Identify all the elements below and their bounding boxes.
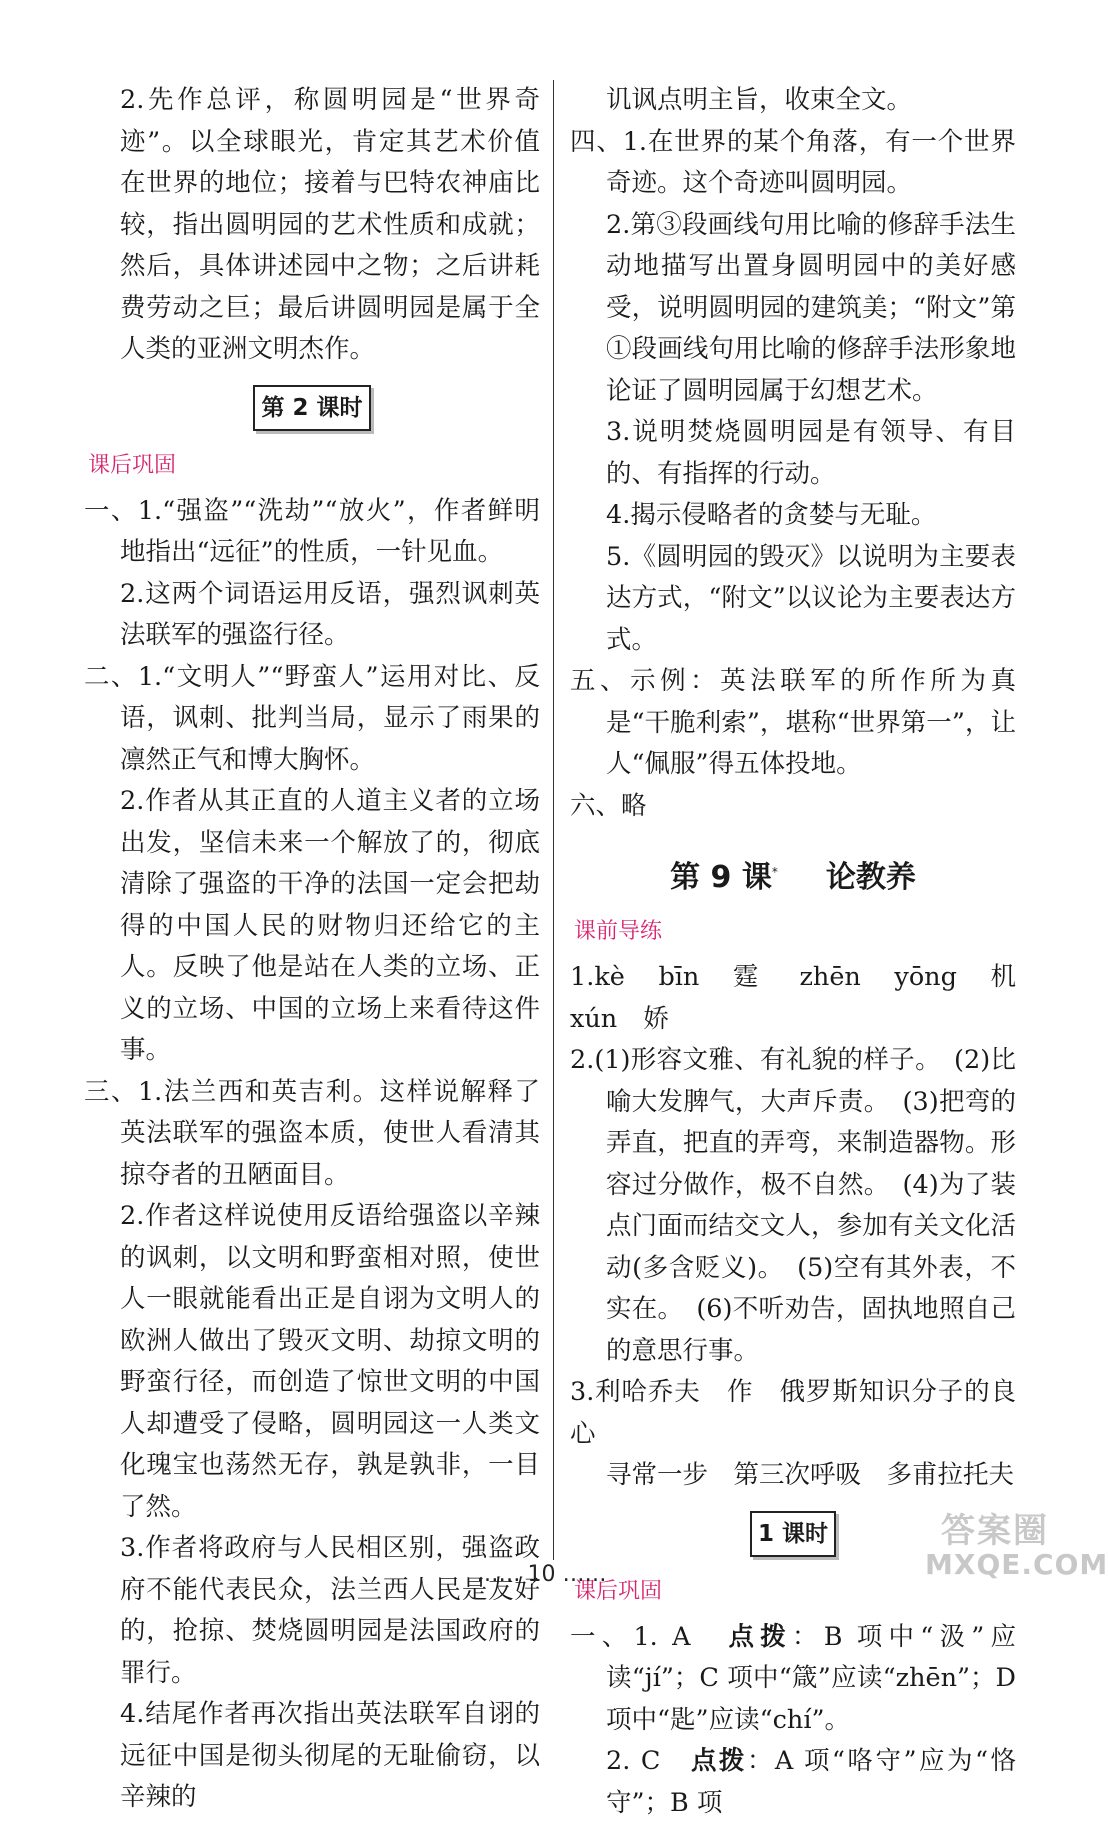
answer-item: 5.《圆明园的毁灭》以说明为主要表达方式，“附文”以议论为主要表达方式。 [606,541,1016,655]
watermark-line1: 答案圈 [941,1511,1049,1551]
author-answers-line1: 3.利哈乔夫 作 俄罗斯知识分子的良心 [570,1377,1016,1449]
hint-label: 点拨 [690,1746,747,1776]
answer-item: 二、1.“文明人”“野蛮人”运用对比、反语，讽刺、批判当局，显示了雨果的凛然正气和博大胸怀。 [84,661,540,775]
lesson-title [570,849,1016,901]
column-divider [553,80,554,1560]
answer-item: 四、1.在世界的某个角落，有一个世界奇迹。这个奇迹叫圆明园。 [570,126,1016,198]
left-column [84,80,540,1819]
answer-a1 [570,1617,1016,1742]
session-heading [84,385,540,431]
answer-item: 一、1.“强盗”“洗劫”“放火”，作者鲜明地指出“远征”的性质，一针见血。 [84,495,540,567]
right-answer-list [570,80,1016,827]
answer-item: 五、示例：英法联军的所作所为真是“干脆利索”，堪称“世界第一”，让人“佩服”得五体投地。 [570,666,1016,779]
answer-a2-text: ：A 项“咯守”应为“恪守”；B 项 [606,1746,1016,1818]
author-answers-line2: 寻常一步 第三次呼吸 多甫拉托夫 [606,1460,1015,1490]
answer-item: 4.结尾作者再次指出英法联军自诩的远征中国是彻头彻尾的无耻偷窃，以辛辣的 [120,1699,540,1812]
answer-item: 3.作者将政府与人民相区别，强盗政府不能代表民众，法兰西人民是友好的，抢掠、焚烧圆明园是法国政府的罪行。 [120,1533,540,1688]
lesson-name: 论教养 [825,860,916,895]
pinyin-line: 1.kè bīn 霆 zhēn yōng 机 xún 娇 [570,962,1016,1034]
section-label-consolidation-right: 课后巩固 [574,1578,663,1604]
answer-a1-text: ：B 项中“汲”应读“jí”；C 项中“箴”应读“zhēn”；D 项中“匙”应读“chí”。 [606,1621,1016,1735]
answer-item: 六、略 [570,790,647,821]
answer-item: 2.这两个词语运用反语，强烈讽刺英法联军的强盗行径。 [120,578,540,650]
answer-a1-prefix: 一、1. A [570,1621,729,1652]
answer-a2 [570,1741,1016,1824]
definition-answers: 2.(1)形容文雅、有礼貌的样子。 (2)比喻大发脾气，大声斥责。 (3)把弯的弄直，把直的弄弯，来制造器物。形容过分做作，极不自然。 (4)为了装点门面而结交文人，参加有关文化活动(多含贬义)。 (5)空有其外表，不实在。 (6)不听劝告，固执地照自己的意思行事。 [570,1045,1016,1366]
answer-item: 讥讽点明主旨，收束全文。 [606,85,913,115]
section-label-preview: 课前导练 [574,919,663,944]
watermark-line2: MXQE.COM [925,1548,1108,1581]
answer-item: 三、1.法兰西和英吉利。这样说解释了英法联军的强盗本质，使世人看清其掠夺者的丑陋面目。 [84,1076,540,1190]
answer-item: 4.揭示侵略者的贪婪与无耻。 [606,500,937,530]
left-answer-list [84,491,540,1819]
watermark-logo [925,1511,1108,1592]
answer-item: 2.第③段画线句用比喻的修辞手法生动地描写出置身圆明园中的美好感受，说明圆明园的建筑美；“附文”第①段画线句用比喻的修辞手法形象地论证了圆明园属于幻想艺术。 [606,209,1016,406]
lesson-star: * [771,865,778,879]
session-box-right: 1 课时 [750,1511,836,1557]
answer-item: 2.作者从其正直的人道主义者的立场出发，坚信未来一个解放了的，彻底清除了强盗的干净的法国一定会把劫得的中国人民的财物归还给它的主人。反映了他是站在人类的立场、正义的立场、中国的立场上来看待这件事。 [120,786,540,1065]
hint-label: 点拨 [728,1621,792,1652]
page-number: …… 10 …… [476,1562,607,1587]
lesson-number: 第 9 课 [670,860,772,895]
session-box: 第 2 课时 [253,385,370,431]
answer-item: 3.说明焚烧圆明园是有领导、有目的、有指挥的行动。 [606,417,1016,489]
section-label-consolidation: 课后巩固 [88,452,177,478]
answer-a2-prefix: 2. C [606,1746,691,1776]
answer-paragraph: 2.先作总评，称圆明园是“世界奇迹”。以全球眼光，肯定其艺术价值在世界的地位；接着与巴特农神庙比较，指出圆明园的艺术性质和成就；然后，具体讲述园中之物；之后讲耗费劳动之巨；最后讲圆明园是属于全人类的亚洲文明杰作。 [120,85,540,364]
answer-item: 2.作者这样说使用反语给强盗以辛辣的讽刺，以文明和野蛮相对照，使世人一眼就能看出正是自诩为文明人的欧洲人做出了毁灭文明、劫掠文明的野蛮行径，而创造了惊世文明的中国人却遭受了侵略，圆明园这一人类文化瑰宝也荡然无存，孰是孰非，一目了然。 [120,1201,540,1522]
